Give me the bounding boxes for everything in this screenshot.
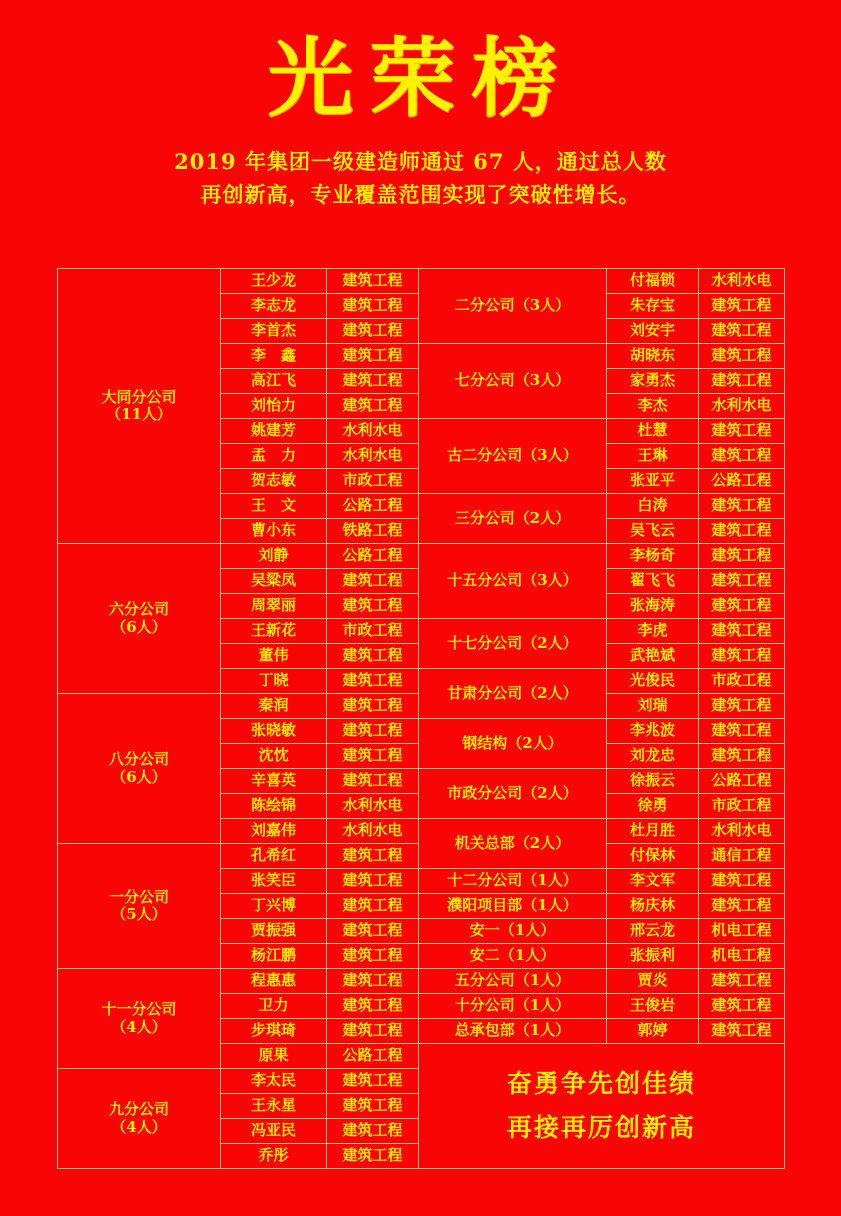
person-name: 付保林: [607, 844, 699, 869]
group-cell: [419, 719, 607, 769]
person-name: 孟 力: [221, 444, 327, 469]
person-name: 冯亚民: [221, 1119, 327, 1144]
person-major: 建筑工程: [699, 344, 785, 369]
honor-roll-table: [57, 268, 784, 1169]
person-name: 周翠丽: [221, 594, 327, 619]
group-count: （3人）: [522, 571, 578, 590]
subtitle: [0, 146, 841, 211]
table-row: [58, 969, 785, 994]
person-name: 徐勇: [607, 794, 699, 819]
page-title: 光荣榜: [267, 28, 574, 129]
table-row: [58, 269, 785, 294]
person-name: 白涛: [607, 494, 699, 519]
person-major: 建筑工程: [327, 944, 419, 969]
slogan-block: [419, 1044, 785, 1169]
branch-cell: [58, 269, 221, 544]
person-major: 建筑工程: [327, 869, 419, 894]
person-major: 建筑工程: [699, 644, 785, 669]
person-name: 张笑臣: [221, 869, 327, 894]
group-name: 濮阳项目部（1人）: [447, 896, 578, 915]
person-name: 李杰: [607, 394, 699, 419]
person-major: 机电工程: [699, 919, 785, 944]
group-name: 三分公司: [454, 508, 515, 527]
person-major: 建筑工程: [699, 894, 785, 919]
person-name: 武艳斌: [607, 644, 699, 669]
person-name: 家勇杰: [607, 369, 699, 394]
person-major: 建筑工程: [327, 369, 419, 394]
group-cell: [419, 619, 607, 669]
group-name: 总承包部（1人）: [454, 1021, 571, 1040]
group-cell: [419, 819, 607, 869]
branch-count: （6人）: [111, 767, 167, 786]
person-major: 建筑工程: [699, 294, 785, 319]
person-major: 水利水电: [699, 394, 785, 419]
group-cell: [419, 944, 607, 969]
person-name: 李首杰: [221, 319, 327, 344]
person-major: 公路工程: [699, 469, 785, 494]
person-major: 建筑工程: [699, 719, 785, 744]
person-major: 建筑工程: [327, 269, 419, 294]
person-major: 建筑工程: [327, 744, 419, 769]
group-cell: [419, 994, 607, 1019]
person-major: 水利水电: [327, 444, 419, 469]
person-major: 建筑工程: [699, 619, 785, 644]
slogan-line-1: 奋勇争先创佳绩: [506, 1069, 696, 1099]
person-name: 董伟: [221, 644, 327, 669]
honor-table: [57, 268, 785, 1169]
person-name: 贾振强: [221, 919, 327, 944]
person-major: 建筑工程: [327, 969, 419, 994]
person-name: 王俊岩: [607, 994, 699, 1019]
person-name: 翟飞飞: [607, 569, 699, 594]
person-name: 张振利: [607, 944, 699, 969]
person-name: 孔希红: [221, 844, 327, 869]
person-major: 建筑工程: [327, 294, 419, 319]
branch-cell: [58, 544, 221, 694]
branch-name: 大同分公司: [101, 387, 177, 406]
person-major: 公路工程: [699, 769, 785, 794]
person-major: 建筑工程: [699, 419, 785, 444]
person-name: 刘怡力: [221, 394, 327, 419]
group-name: 市政分公司（2人）: [447, 783, 578, 802]
group-count: （3人）: [522, 446, 578, 465]
person-major: 建筑工程: [327, 1094, 419, 1119]
person-name: 张晓敏: [221, 719, 327, 744]
person-name: 贾炎: [607, 969, 699, 994]
branch-name: 一分公司: [108, 887, 169, 906]
person-major: 建筑工程: [327, 319, 419, 344]
person-major: 建筑工程: [327, 1144, 419, 1169]
person-major: 建筑工程: [327, 1019, 419, 1044]
group-count: （2人）: [522, 683, 578, 702]
person-major: 市政工程: [327, 469, 419, 494]
person-name: 王永星: [221, 1094, 327, 1119]
person-major: 建筑工程: [327, 344, 419, 369]
person-name: 朱存宝: [607, 294, 699, 319]
person-name: 郭婷: [607, 1019, 699, 1044]
person-major: 建筑工程: [699, 369, 785, 394]
person-name: 李志龙: [221, 294, 327, 319]
branch-count: （4人）: [111, 1017, 167, 1036]
group-cell: [419, 494, 607, 544]
person-major: 建筑工程: [327, 919, 419, 944]
person-name: 张海涛: [607, 594, 699, 619]
group-cell: [419, 1019, 607, 1044]
person-name: 杜慧: [607, 419, 699, 444]
person-major: 水利水电: [327, 819, 419, 844]
person-name: 沈忱: [221, 744, 327, 769]
branch-cell: [58, 1069, 221, 1169]
branch-name: 九分公司: [108, 1100, 169, 1119]
person-major: 建筑工程: [699, 494, 785, 519]
person-major: 水利水电: [699, 269, 785, 294]
person-major: 建筑工程: [327, 569, 419, 594]
group-name: 五分公司（1人）: [454, 971, 571, 990]
branch-name: 八分公司: [108, 750, 169, 769]
branch-cell: [58, 969, 221, 1069]
person-major: 水利水电: [327, 419, 419, 444]
person-name: 王 文: [221, 494, 327, 519]
person-name: 光俊民: [607, 669, 699, 694]
person-major: 通信工程: [699, 844, 785, 869]
group-name: 甘肃分公司: [447, 683, 523, 702]
group-count: （2人）: [522, 633, 578, 652]
person-major: 建筑工程: [327, 894, 419, 919]
person-major: 建筑工程: [699, 544, 785, 569]
person-major: 铁路工程: [327, 519, 419, 544]
slogan-line-2: 再接再厉创新高: [506, 1113, 696, 1142]
person-name: 贺志敏: [221, 469, 327, 494]
group-cell: [419, 919, 607, 944]
branch-count: （4人）: [111, 1117, 167, 1136]
group-cell: [419, 769, 607, 819]
person-major: 水利水电: [699, 819, 785, 844]
branch-name: 十一分公司: [101, 1000, 177, 1019]
person-name: 李杨奇: [607, 544, 699, 569]
person-major: 建筑工程: [327, 994, 419, 1019]
person-major: 建筑工程: [327, 644, 419, 669]
person-name: 王新花: [221, 619, 327, 644]
subtitle-line-1: 2019 年集团一级建造师通过 67 人，通过总人数: [174, 149, 667, 175]
person-name: 秦润: [221, 694, 327, 719]
group-cell: [419, 344, 607, 419]
person-name: 李虎: [607, 619, 699, 644]
person-major: 建筑工程: [327, 694, 419, 719]
person-name: 卫力: [221, 994, 327, 1019]
group-name: 安二（1人）: [469, 946, 556, 965]
person-major: 市政工程: [327, 619, 419, 644]
group-cell: [419, 269, 607, 344]
person-major: 建筑工程: [699, 994, 785, 1019]
person-name: 杜月胜: [607, 819, 699, 844]
person-major: 建筑工程: [699, 519, 785, 544]
branch-count: （6人）: [111, 617, 167, 636]
group-name: 机关总部（2人）: [454, 833, 571, 852]
person-name: 付福锁: [607, 269, 699, 294]
group-cell: [419, 869, 607, 894]
person-name: 胡晓东: [607, 344, 699, 369]
person-name: 李太民: [221, 1069, 327, 1094]
person-name: 吴粱凤: [221, 569, 327, 594]
group-cell: [419, 969, 607, 994]
person-name: 邢云龙: [607, 919, 699, 944]
person-name: 刘静: [221, 544, 327, 569]
person-name: 张亚平: [607, 469, 699, 494]
group-count: （3人）: [514, 296, 571, 315]
person-name: 杨江鹏: [221, 944, 327, 969]
person-major: 公路工程: [327, 544, 419, 569]
table-row: [58, 544, 785, 569]
person-major: 公路工程: [327, 494, 419, 519]
group-name: 十分公司（1人）: [454, 996, 571, 1015]
person-major: 市政工程: [699, 669, 785, 694]
person-major: 市政工程: [699, 794, 785, 819]
person-name: 丁兴博: [221, 894, 327, 919]
group-name: 钢结构: [462, 733, 508, 752]
person-major: 建筑工程: [699, 594, 785, 619]
person-name: 杨庆林: [607, 894, 699, 919]
person-name: 王少龙: [221, 269, 327, 294]
person-major: 建筑工程: [699, 969, 785, 994]
person-name: 刘安宇: [607, 319, 699, 344]
person-name: 徐振云: [607, 769, 699, 794]
person-name: 乔彤: [221, 1144, 327, 1169]
person-major: 建筑工程: [327, 394, 419, 419]
person-name: 原果: [221, 1044, 327, 1069]
person-name: 陈绘锦: [221, 794, 327, 819]
person-name: 步琪琦: [221, 1019, 327, 1044]
branch-cell: [58, 844, 221, 969]
group-cell: [419, 669, 607, 719]
group-count: （2人）: [507, 733, 563, 752]
person-name: 辛喜英: [221, 769, 327, 794]
person-name: 刘嘉伟: [221, 819, 327, 844]
group-name: 古二分公司: [447, 446, 523, 465]
group-name: 十五分公司: [447, 571, 523, 590]
group-name: 七分公司: [454, 371, 515, 390]
branch-name: 六分公司: [108, 600, 169, 619]
person-major: 建筑工程: [699, 569, 785, 594]
person-major: 建筑工程: [699, 1019, 785, 1044]
person-major: 建筑工程: [327, 1119, 419, 1144]
person-name: 李文军: [607, 869, 699, 894]
person-major: 建筑工程: [699, 444, 785, 469]
person-major: 建筑工程: [327, 769, 419, 794]
person-major: 建筑工程: [699, 694, 785, 719]
person-major: 建筑工程: [699, 869, 785, 894]
person-name: 姚建芳: [221, 419, 327, 444]
group-cell: [419, 894, 607, 919]
person-name: 高江飞: [221, 369, 327, 394]
branch-cell: [58, 694, 221, 844]
group-count: （3人）: [514, 371, 571, 390]
group-name: 十二分公司（1人）: [447, 871, 578, 890]
person-major: 建筑工程: [327, 594, 419, 619]
person-major: 机电工程: [699, 944, 785, 969]
person-name: 程惠惠: [221, 969, 327, 994]
group-name: 安一（1人）: [469, 921, 556, 940]
person-major: 建筑工程: [327, 844, 419, 869]
person-major: 水利水电: [327, 794, 419, 819]
branch-count: （5人）: [111, 905, 167, 923]
person-name: 刘瑞: [607, 694, 699, 719]
person-major: 建筑工程: [327, 669, 419, 694]
person-major: 建筑工程: [327, 1069, 419, 1094]
person-major: 建筑工程: [327, 719, 419, 744]
group-name: 二分公司: [454, 296, 515, 315]
group-name: 十七分公司: [447, 633, 523, 652]
group-cell: [419, 544, 607, 619]
subtitle-line-2: 再创新高，专业覆盖范围实现了突破性增长。: [200, 181, 641, 207]
person-name: 吴飞云: [607, 519, 699, 544]
branch-count: （11人）: [106, 405, 172, 423]
person-name: 李 鑫: [221, 344, 327, 369]
group-count: （2人）: [514, 508, 571, 527]
person-name: 曹小东: [221, 519, 327, 544]
person-major: 建筑工程: [699, 744, 785, 769]
person-major: 公路工程: [327, 1044, 419, 1069]
group-cell: [419, 419, 607, 494]
person-name: 王琳: [607, 444, 699, 469]
person-major: 建筑工程: [699, 319, 785, 344]
person-name: 丁晓: [221, 669, 327, 694]
person-name: 刘龙忠: [607, 744, 699, 769]
person-name: 李兆波: [607, 719, 699, 744]
